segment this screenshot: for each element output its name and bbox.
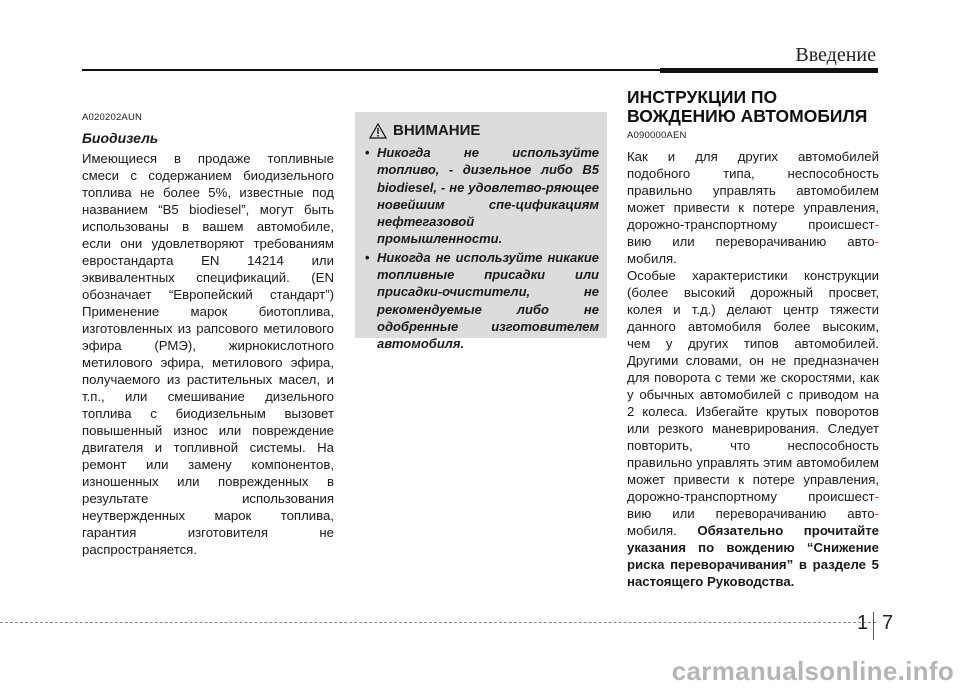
watermark: carmanualsonline.info: [671, 656, 954, 686]
footer-divider: [0, 622, 876, 624]
right-column: [627, 130, 879, 590]
warning-item: • Никогда не используйте никакие топливные присадки или присадки-очистители, не рекомендуемые либо не одобренные изготовителем автомобиля.: [365, 249, 599, 353]
driving-paragraph-2: Особые характеристики конструкции (более высокий дорожный просвет, колея и т.д.) делают центр тяжести данного автомобиля более высоким, чем у других типов автомобилей. Другими словами, он не предназначен для поворота с теми же скоростями, как у обычных автомобилей с приводом на 2 колеса. Избегайте крутых поворотов или резкого маневрирования. Следует повторить, что неспособность правильно управлять этим автомобилем может привести к потере управления, дорожно-транспортному происшест- вию или переворачиванию авто- мобиля. Обязательно прочитайте указания по вождению “Снижение риска переворачивания” в разделе 5 настоящего Руководства.: [627, 268, 879, 589]
page-number: 7: [882, 612, 894, 634]
bold-note: Обязательно прочитайте указания по вождению “Снижение риска переворачивания” в разделе 5 настоящего Руководства.: [627, 523, 879, 589]
driving-paragraph-1: Как и для других автомобилей подобного типа, неспособность правильно управлять автомобилем может привести к потере управления, дорожно-транспортному происшест- вию или переворачиванию авто- мобиля.: [627, 149, 879, 266]
page-separator: [873, 612, 874, 640]
warning-header: [369, 122, 480, 139]
section-code: A090000AEN: [627, 130, 687, 141]
section-code: A020202AUN: [82, 112, 143, 123]
left-column: [82, 112, 334, 558]
warning-item: • Никогда не используйте топливо, - дизельное либо B5 biodiesel, - не удовлетво-ряющее новейшим спе-цификациям нефтегазовой промышленности.: [365, 144, 599, 248]
biodiesel-paragraph: Имеющиеся в продаже топливные смеси с содержанием биодизельного топлива не более 5%, известные под названием “B5 biodiesel”, могут быть использованы в вашем автомобиле, если они удовлетворяют требованиям евростандарта EN 14214 или эквивалентных спецификаций. (EN обозначает “Европейский стандарт”) Применение марок биотоплива, изготовленных из рапсового метилового эфира (РМЭ), жирнокислотного метилового эфира, метилового эфира, получаемого из растительных масел, и т.п., или смешивание дизельного топлива с биодизельным вызовет повышенный износ или повреждение двигателя и топливной системы. На ремонт или замену компонентов, изношенных или поврежденных в результате использования неутвержденных марок топлива, гарантия изготовителя не распространяется.: [82, 151, 334, 557]
warning-triangle-icon: [369, 123, 387, 139]
hyphen-mark: -: [874, 506, 879, 521]
section-heading: ИНСТРУКЦИИ ПО ВОЖДЕНИЮ АВТОМОБИЛЯ: [627, 87, 868, 126]
chapter-number: 1: [857, 612, 869, 634]
warning-title: ВНИМАНИЕ: [393, 122, 481, 139]
header-rule-accent: [660, 68, 878, 73]
hyphen-mark: -: [874, 489, 879, 504]
hyphen-mark: -: [874, 234, 879, 249]
warning-box: [355, 112, 607, 352]
hyphen-mark: -: [874, 217, 879, 232]
subheading-biodiesel: Биодизель: [82, 130, 159, 146]
warning-list: [365, 144, 599, 354]
section-title: Введение: [795, 44, 876, 66]
